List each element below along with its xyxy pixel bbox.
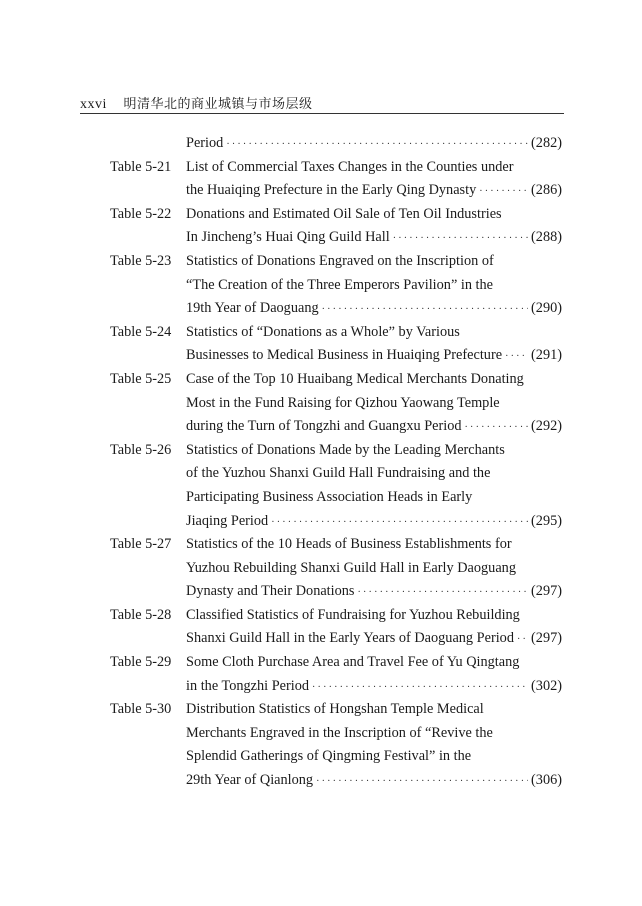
table-number: Table 5-25 (110, 370, 172, 387)
toc-entry-line (110, 203, 562, 227)
table-title-text: Classified Statistics of Fundraising for Yuzhou Rebuilding (186, 606, 520, 623)
header-rule (80, 113, 564, 114)
toc-entry-line (186, 392, 562, 416)
table-title-text: Shanxi Guild Hall in the Early Years of Daoguang Period (186, 630, 514, 647)
table-title-text: Jiaqing Period (186, 512, 269, 529)
dot-leader (271, 511, 528, 535)
page-number: (286) (531, 182, 562, 199)
table-title-text: Statistics of Donations Made by the Leading Merchants (186, 441, 505, 458)
table-title-text: in the Tongzhi Period (186, 677, 310, 694)
toc-entry-line (110, 533, 562, 557)
dot-leader (517, 628, 528, 652)
page-number: (302) (531, 677, 562, 694)
toc-entry-line (186, 675, 562, 699)
toc-entry-line (186, 557, 562, 581)
toc-entry-line (186, 226, 562, 250)
toc-entry (110, 321, 562, 368)
table-title-text: “The Creation of the Three Emperors Pavilion” in the (186, 276, 494, 293)
page-number: (282) (531, 135, 562, 151)
table-title-text: List of Commercial Taxes Changes in the Counties under (186, 158, 514, 175)
page-number: (290) (531, 300, 562, 317)
page-number: (291) (531, 347, 562, 364)
table-number: Table 5-29 (110, 654, 172, 671)
toc-entry-line (186, 297, 562, 321)
dot-leader (322, 298, 528, 322)
table-title-text: In Jincheng’s Huai Qing Guild Hall (186, 229, 390, 246)
book-title: 明清华北的商业城镇与市场层级 (123, 97, 313, 112)
dot-leader (312, 676, 528, 700)
page-number: (288) (531, 229, 562, 246)
dot-leader (465, 416, 529, 440)
toc-entry-line (186, 580, 562, 604)
table-title-text: Dynasty and Their Donations (186, 583, 355, 600)
table-title-text: Yuzhou Rebuilding Shanxi Guild Hall in Early Daoguang (186, 559, 516, 576)
toc-entry-line (110, 439, 562, 463)
dot-leader (505, 345, 528, 369)
dot-leader (226, 133, 528, 157)
table-title-text: Case of the Top 10 Huaibang Medical Merchants Donating (186, 370, 524, 387)
toc-entry (110, 533, 562, 604)
table-title-text: Some Cloth Purchase Area and Travel Fee of Yu Qingtang (186, 654, 520, 671)
table-number: Table 5-21 (110, 158, 172, 175)
table-title-text: Statistics of the 10 Heads of Business Establishments for (186, 536, 512, 553)
table-number: Table 5-28 (110, 606, 172, 623)
toc-entry-line (186, 462, 562, 486)
table-list (110, 132, 562, 793)
table-number: Table 5-30 (110, 701, 172, 718)
table-title-text: during the Turn of Tongzhi and Guangxu Period (186, 418, 462, 435)
table-title-text: Splendid Gatherings of Qingming Festival” in the (186, 748, 472, 765)
table-title-text: Period (186, 135, 224, 151)
running-head (80, 93, 313, 113)
toc-entry (110, 698, 562, 792)
table-number: Table 5-22 (110, 205, 172, 222)
toc-entry-line (186, 722, 562, 746)
dot-leader (358, 581, 529, 605)
page-number: (292) (531, 418, 562, 435)
dot-leader (479, 180, 528, 204)
dot-leader (393, 227, 528, 251)
toc-entry (110, 132, 562, 156)
toc-entry-line (110, 698, 562, 722)
table-number: Table 5-26 (110, 441, 172, 458)
toc-entry-line (110, 321, 562, 345)
table-title-text: 29th Year of Qianlong (186, 772, 314, 789)
toc-entry-line (110, 250, 562, 274)
page-number: (295) (531, 512, 562, 529)
toc-entry (110, 439, 562, 533)
table-title-text: Participating Business Association Heads in Early (186, 488, 473, 505)
toc-entry (110, 368, 562, 439)
toc-entry-line (186, 274, 562, 298)
page-number: (297) (531, 583, 562, 600)
toc-entry-line (186, 627, 562, 651)
table-title-text: Most in the Fund Raising for Qizhou Yaowang Temple (186, 394, 500, 411)
table-title-text: Merchants Engraved in the Inscription of “Revive the (186, 724, 493, 741)
table-number: Table 5-23 (110, 252, 172, 269)
toc-entry-line (186, 486, 562, 510)
toc-entry-line (186, 132, 562, 156)
page-folio: xxvi (80, 97, 107, 112)
toc-entry (110, 156, 562, 203)
table-title-text: the Huaiqing Prefecture in the Early Qing Dynasty (186, 182, 477, 199)
toc-entry (110, 604, 562, 651)
table-title-text: Statistics of Donations Engraved on the Inscription of (186, 252, 494, 269)
toc-entry-line (110, 651, 562, 675)
toc-entry (110, 651, 562, 698)
table-title-text: Donations and Estimated Oil Sale of Ten Oil Industries (186, 205, 502, 222)
toc-entry-line (110, 368, 562, 392)
toc-entry (110, 203, 562, 250)
table-title-text: Statistics of “Donations as a Whole” by Various (186, 323, 460, 340)
toc-entry-line (110, 604, 562, 628)
table-title-text: 19th Year of Daoguang (186, 300, 319, 317)
toc-entry-line (186, 179, 562, 203)
table-number: Table 5-27 (110, 536, 172, 553)
toc-entry-line (186, 510, 562, 534)
dot-leader (316, 770, 528, 794)
table-title-text: of the Yuzhou Shanxi Guild Hall Fundraising and the (186, 465, 491, 482)
page-number: (297) (531, 630, 562, 647)
toc-entry-line (186, 769, 562, 793)
toc-entry-line (186, 745, 562, 769)
toc-entry-line (186, 415, 562, 439)
toc-entry (110, 250, 562, 321)
table-title-text: Distribution Statistics of Hongshan Temple Medical (186, 701, 484, 718)
table-title-text: Businesses to Medical Business in Huaiqing Prefecture (186, 347, 503, 364)
table-number: Table 5-24 (110, 323, 172, 340)
toc-entry-line (186, 344, 562, 368)
toc-entry-line (110, 156, 562, 180)
page-number: (306) (531, 772, 562, 789)
